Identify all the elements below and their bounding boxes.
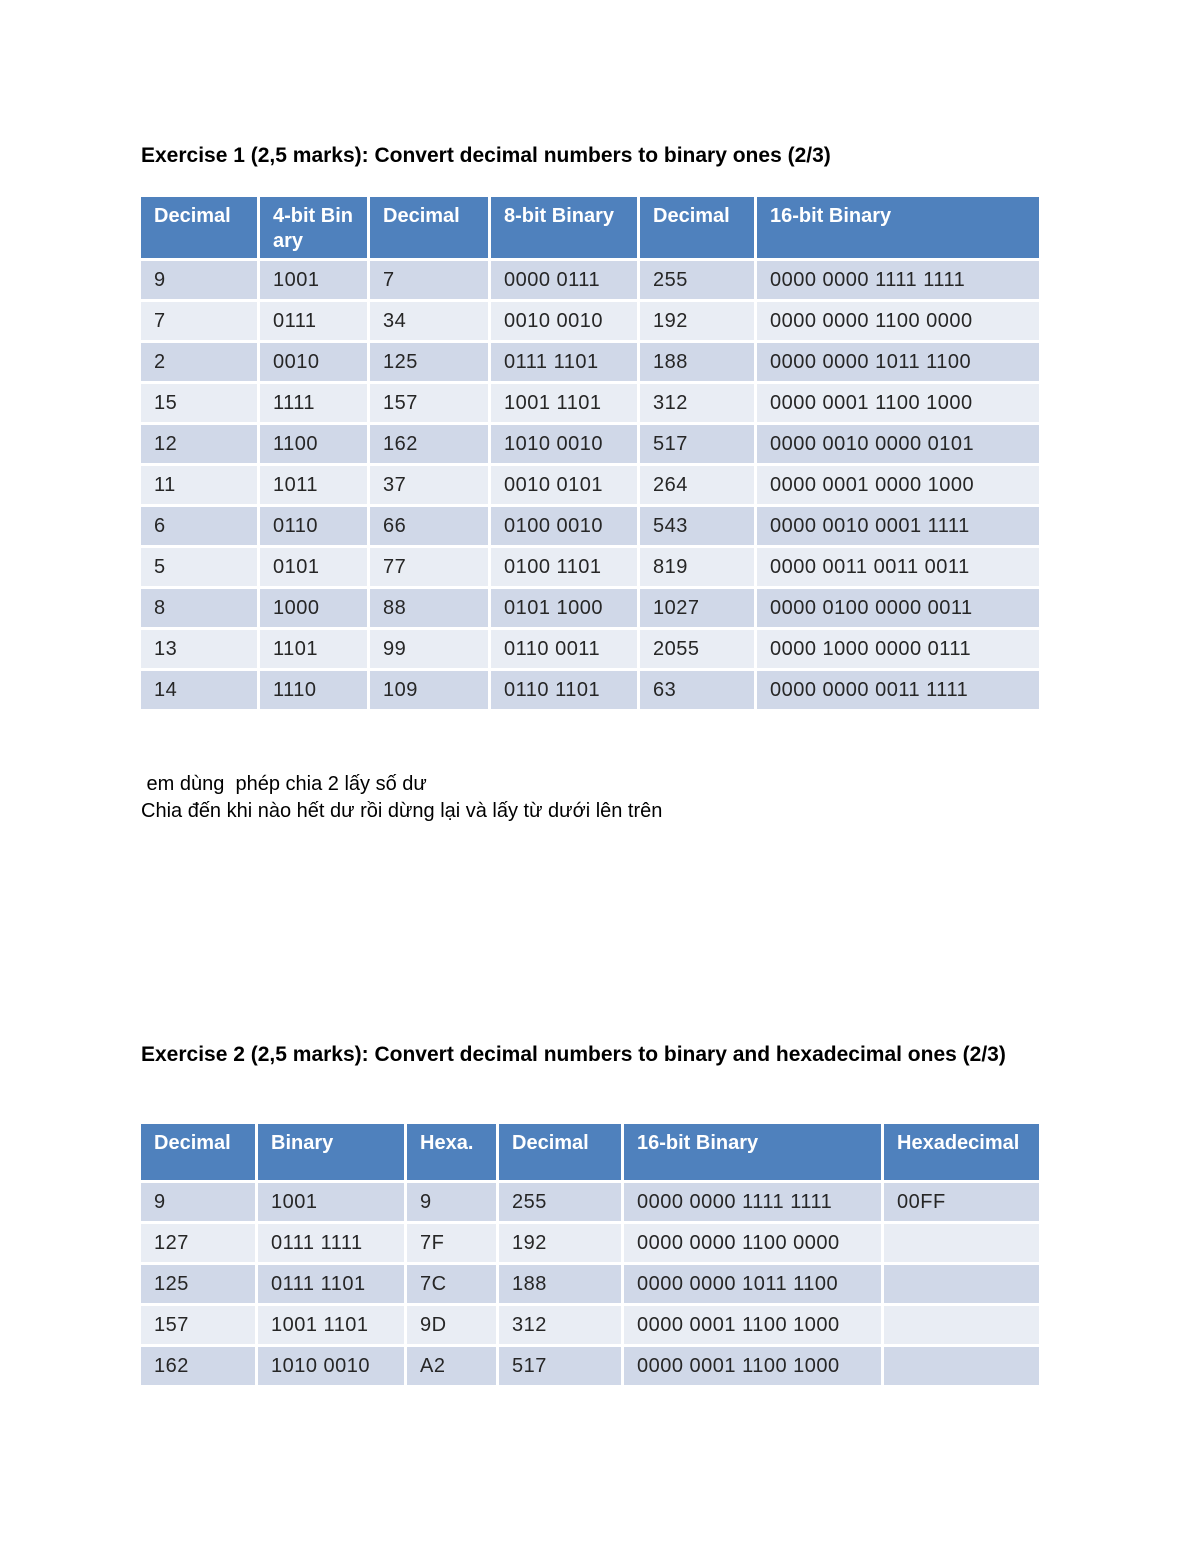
column-header: Decimal — [141, 197, 257, 258]
note-text — [141, 771, 662, 825]
table-cell: 1001 — [258, 1183, 404, 1221]
table-cell: 0101 — [260, 548, 367, 586]
table-cell: 0000 0000 1111 1111 — [757, 261, 1039, 299]
note-line-2: Chia đến khi nào hết dư rồi dừng lại và lấy từ dưới lên trên — [141, 800, 663, 822]
table-cell: 1110 — [260, 671, 367, 709]
table-cell — [884, 1306, 1039, 1344]
table-cell: 0000 0100 0000 0011 — [757, 589, 1039, 627]
table-cell: 1001 1101 — [258, 1306, 404, 1344]
table-row — [141, 1306, 1039, 1344]
table-cell: 0000 0011 0011 0011 — [757, 548, 1039, 586]
table-cell: 77 — [370, 548, 488, 586]
table-cell: 0010 0010 — [491, 302, 637, 340]
table-cell: 0111 1101 — [491, 343, 637, 381]
table-cell: 63 — [640, 671, 754, 709]
column-header: 4-bit Binary — [260, 197, 367, 258]
table-cell: 1000 — [260, 589, 367, 627]
table-cell: 1027 — [640, 589, 754, 627]
table-cell: 2 — [141, 343, 257, 381]
table-row — [141, 548, 1039, 586]
table-cell: 0000 0001 0000 1000 — [757, 466, 1039, 504]
table-cell: 0000 0001 1100 1000 — [624, 1347, 881, 1385]
column-header: Decimal — [640, 197, 754, 258]
table-cell: 0000 0001 1100 1000 — [624, 1306, 881, 1344]
table-cell: 1011 — [260, 466, 367, 504]
table-cell: 1101 — [260, 630, 367, 668]
table-cell: 00FF — [884, 1183, 1039, 1221]
table-cell: 162 — [141, 1347, 255, 1385]
table-cell: 8 — [141, 589, 257, 627]
column-header: Hexa. — [407, 1124, 496, 1180]
table-cell: 13 — [141, 630, 257, 668]
table-cell: 125 — [141, 1265, 255, 1303]
table-cell: 0110 — [260, 507, 367, 545]
table-cell: 192 — [499, 1224, 621, 1262]
table-cell: 0111 1101 — [258, 1265, 404, 1303]
table-row — [141, 261, 1039, 299]
table-cell: 0000 0010 0001 1111 — [757, 507, 1039, 545]
table-cell: 188 — [640, 343, 754, 381]
table-row — [141, 466, 1039, 504]
exercise-2-title: Exercise 2 (2,5 marks): Convert decimal numbers to binary and hexadecimal ones (2/3) — [141, 1043, 1006, 1066]
table-cell: 517 — [640, 425, 754, 463]
table-cell: 127 — [141, 1224, 255, 1262]
table-cell: 312 — [499, 1306, 621, 1344]
column-header: Binary — [258, 1124, 404, 1180]
table-cell: 0000 0000 1100 0000 — [624, 1224, 881, 1262]
table-row — [141, 425, 1039, 463]
table-cell: 0010 — [260, 343, 367, 381]
table-cell: 517 — [499, 1347, 621, 1385]
table-cell: 0101 1000 — [491, 589, 637, 627]
exercise-1-title: Exercise 1 (2,5 marks): Convert decimal numbers to binary ones (2/3) — [141, 144, 831, 167]
table-cell: 0000 1000 0000 0111 — [757, 630, 1039, 668]
table-cell: 312 — [640, 384, 754, 422]
table-cell: 5 — [141, 548, 257, 586]
table-cell: 1001 — [260, 261, 367, 299]
table-row — [141, 1265, 1039, 1303]
column-header: 16-bit Binary — [624, 1124, 881, 1180]
table-cell: 34 — [370, 302, 488, 340]
table-cell: 11 — [141, 466, 257, 504]
table-cell: 0000 0000 1111 1111 — [624, 1183, 881, 1221]
table-row — [141, 1224, 1039, 1262]
table-cell: 192 — [640, 302, 754, 340]
table-cell: 1010 0010 — [491, 425, 637, 463]
table-cell: 819 — [640, 548, 754, 586]
table-cell — [884, 1265, 1039, 1303]
table-cell: 6 — [141, 507, 257, 545]
column-header: Decimal — [141, 1124, 255, 1180]
table-cell: 12 — [141, 425, 257, 463]
table-header-row — [141, 1124, 1039, 1180]
table-cell: 157 — [370, 384, 488, 422]
table-cell: 0111 — [260, 302, 367, 340]
table-row — [141, 589, 1039, 627]
table-cell: 7 — [370, 261, 488, 299]
table-cell: 255 — [640, 261, 754, 299]
table-cell: 1100 — [260, 425, 367, 463]
table-cell: 0000 0111 — [491, 261, 637, 299]
table-cell: 0010 0101 — [491, 466, 637, 504]
table-cell: 37 — [370, 466, 488, 504]
table-cell: 2055 — [640, 630, 754, 668]
table-cell: 14 — [141, 671, 257, 709]
table-cell: 0110 0011 — [491, 630, 637, 668]
table-cell — [884, 1347, 1039, 1385]
table-row — [141, 343, 1039, 381]
table-row — [141, 630, 1039, 668]
table-row — [141, 1347, 1039, 1385]
table-cell: 109 — [370, 671, 488, 709]
column-header: 8-bit Binary — [491, 197, 637, 258]
table-cell: 0000 0000 1011 1100 — [624, 1265, 881, 1303]
table-row — [141, 384, 1039, 422]
table-cell: 7F — [407, 1224, 496, 1262]
table-cell: 543 — [640, 507, 754, 545]
table-cell: 0111 1111 — [258, 1224, 404, 1262]
table-cell: 66 — [370, 507, 488, 545]
table-cell: 7C — [407, 1265, 496, 1303]
table-header-row — [141, 197, 1039, 258]
table-cell: 0110 1101 — [491, 671, 637, 709]
table-row — [141, 671, 1039, 709]
table-cell: 9 — [141, 261, 257, 299]
table-cell: 255 — [499, 1183, 621, 1221]
column-header: Decimal — [370, 197, 488, 258]
table-cell: A2 — [407, 1347, 496, 1385]
table-cell: 9 — [141, 1183, 255, 1221]
column-header: Hexadecimal — [884, 1124, 1039, 1180]
table-cell: 1111 — [260, 384, 367, 422]
exercise-1-table — [138, 194, 1042, 712]
table-cell: 99 — [370, 630, 488, 668]
table-cell: 1001 1101 — [491, 384, 637, 422]
table-cell: 1010 0010 — [258, 1347, 404, 1385]
column-header: Decimal — [499, 1124, 621, 1180]
table-cell: 9D — [407, 1306, 496, 1344]
table-cell: 7 — [141, 302, 257, 340]
table-cell: 0000 0000 1100 0000 — [757, 302, 1039, 340]
table-cell: 0000 0001 1100 1000 — [757, 384, 1039, 422]
table-cell: 88 — [370, 589, 488, 627]
table-cell: 0000 0010 0000 0101 — [757, 425, 1039, 463]
table-cell: 15 — [141, 384, 257, 422]
table-cell: 0000 0000 0011 1111 — [757, 671, 1039, 709]
table-cell — [884, 1224, 1039, 1262]
table-cell: 264 — [640, 466, 754, 504]
table-row — [141, 1183, 1039, 1221]
table-cell: 0100 1101 — [491, 548, 637, 586]
table-row — [141, 302, 1039, 340]
table-cell: 9 — [407, 1183, 496, 1221]
table-cell: 188 — [499, 1265, 621, 1303]
table-cell: 0000 0000 1011 1100 — [757, 343, 1039, 381]
table-cell: 125 — [370, 343, 488, 381]
table-row — [141, 507, 1039, 545]
note-line-1: em dùng phép chia 2 lấy số dư — [141, 773, 427, 795]
exercise-2-table — [138, 1121, 1042, 1388]
table-cell: 162 — [370, 425, 488, 463]
table-cell: 157 — [141, 1306, 255, 1344]
table-cell: 0100 0010 — [491, 507, 637, 545]
column-header: 16-bit Binary — [757, 197, 1039, 258]
